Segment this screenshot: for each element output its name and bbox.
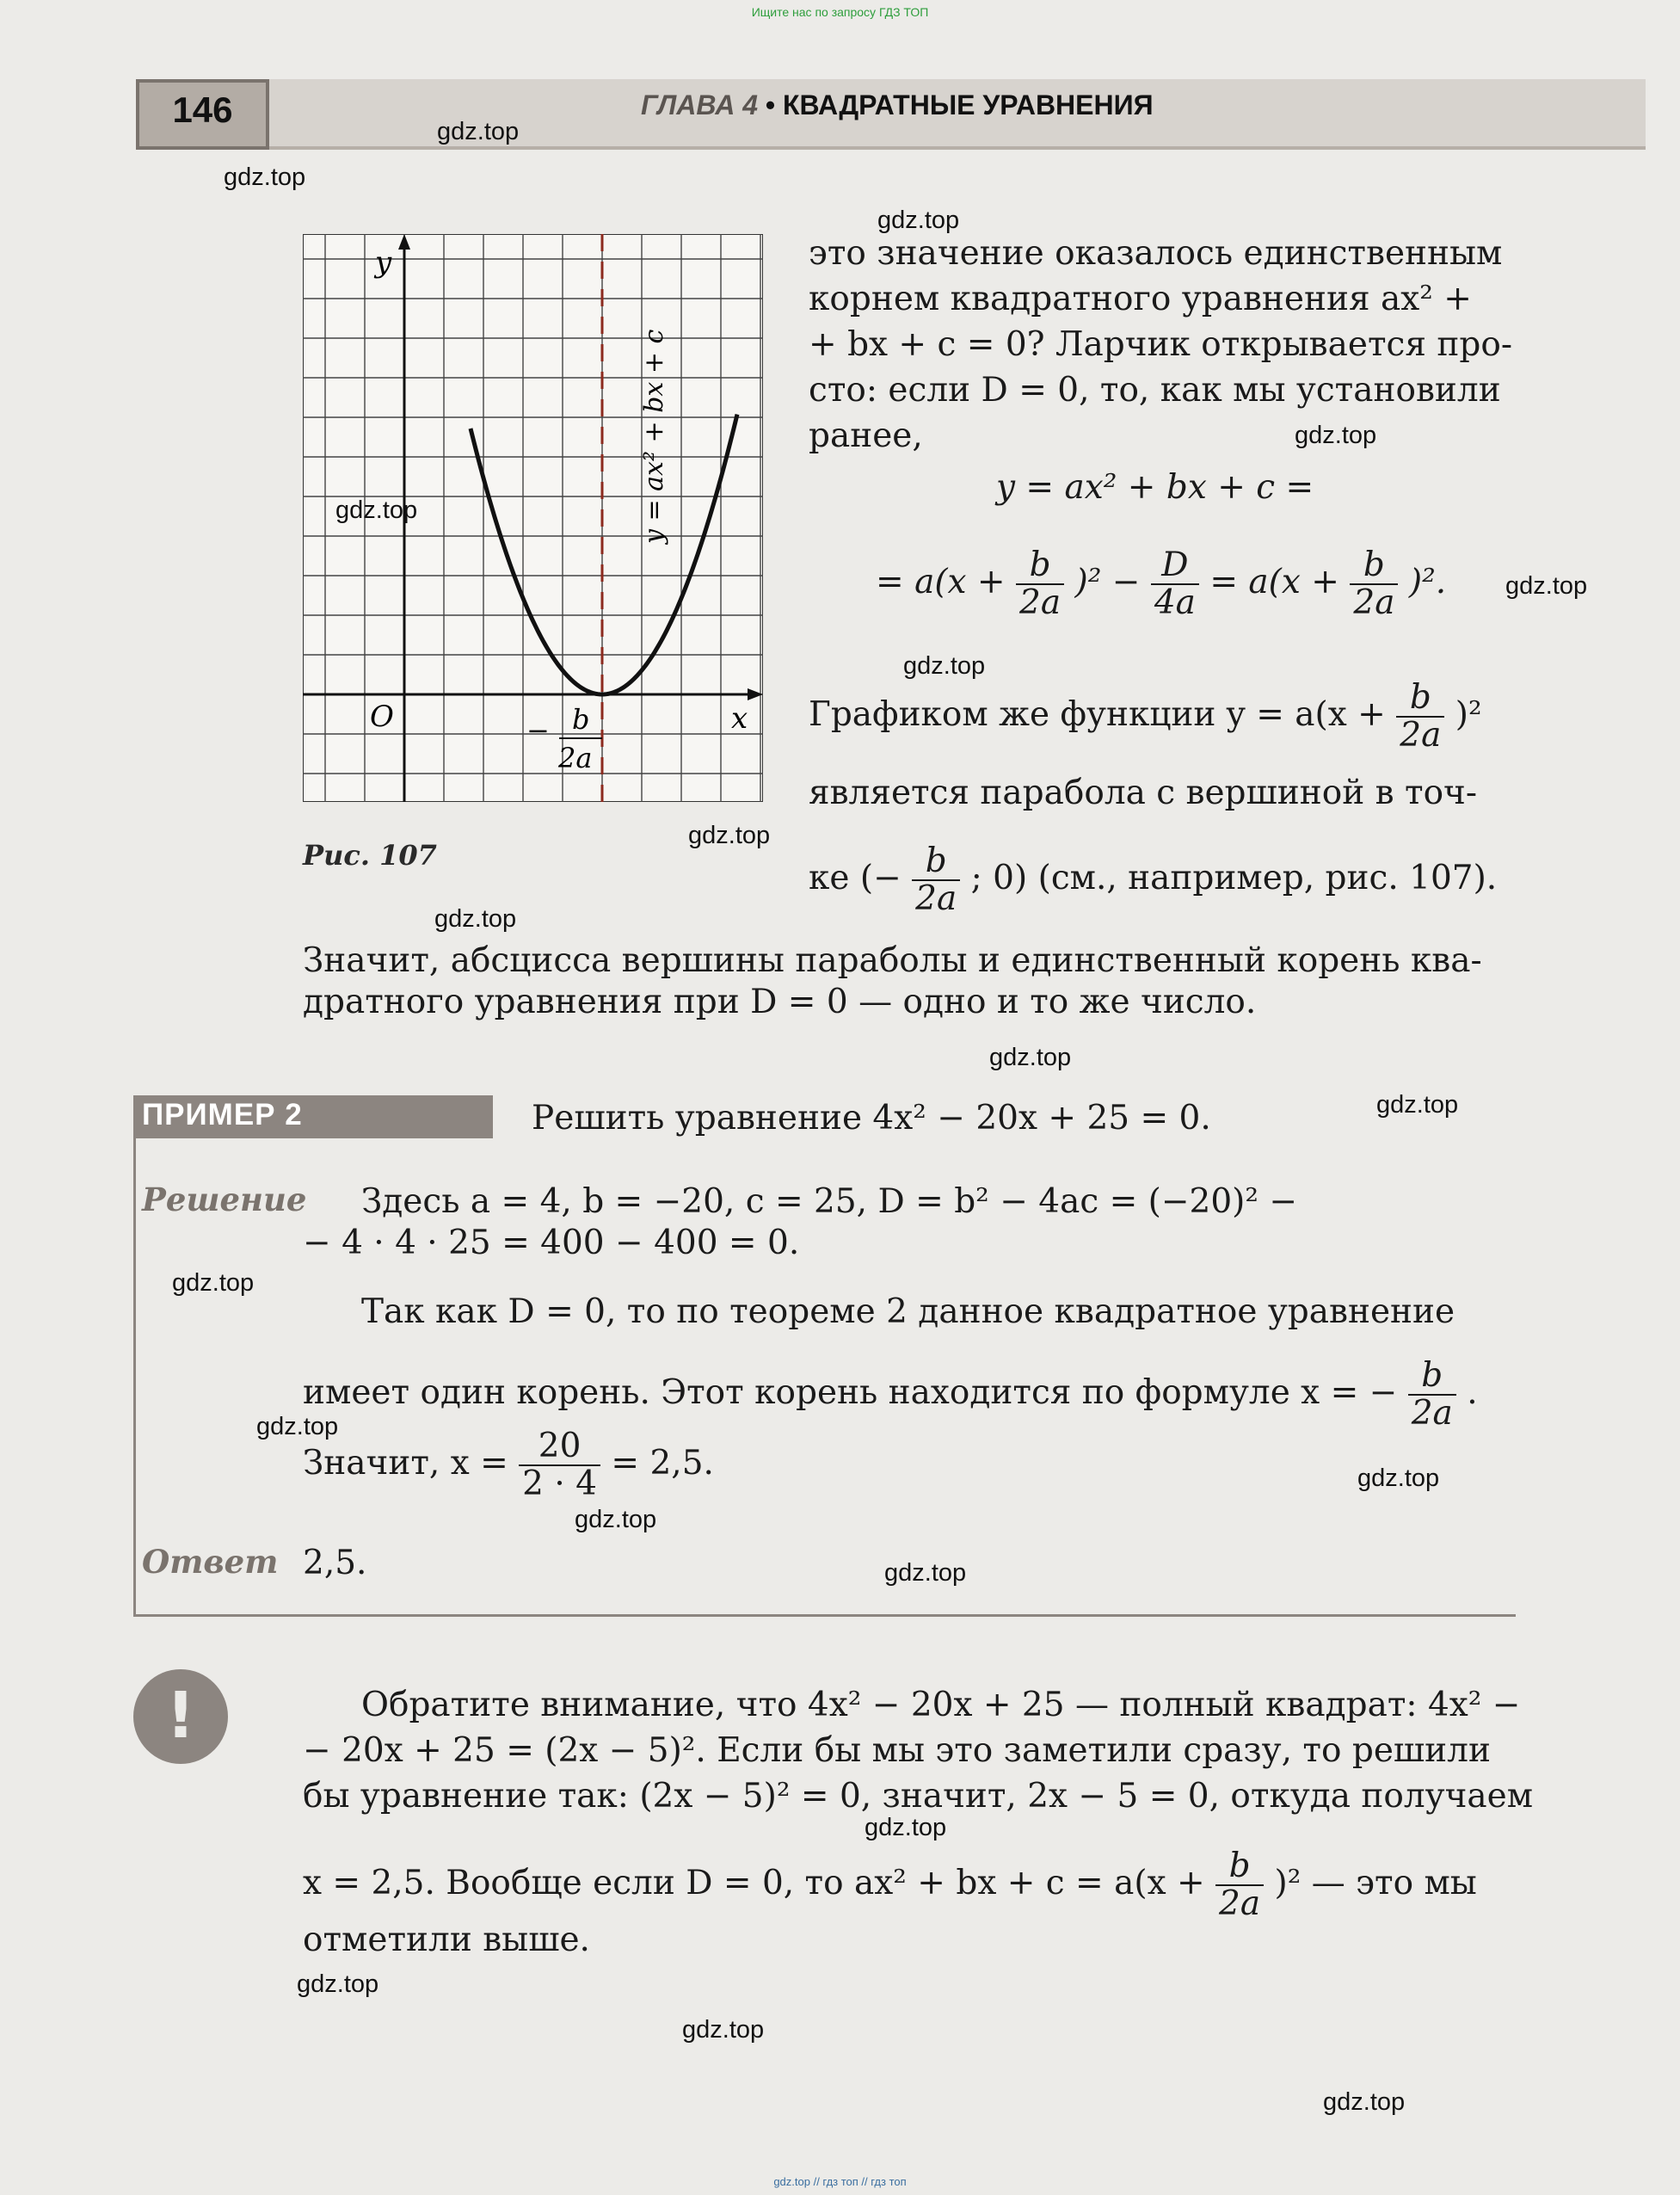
answer-label: Ответ <box>142 1543 279 1581</box>
text-line-5: ранее, <box>809 416 923 455</box>
text-line-7: является парабола с вершиной в точ- <box>809 774 1478 812</box>
line-s4-end: . <box>1467 1373 1478 1412</box>
eq2-part-a: = a(x + <box>876 563 1006 601</box>
line8-part-a: ке (− <box>809 859 902 897</box>
watermark: gdz.top <box>903 652 986 680</box>
fraction-numerator: b <box>1215 1848 1264 1886</box>
watermark: gdz.top <box>437 118 520 145</box>
fraction-numerator: b <box>1350 547 1398 585</box>
vertex-label-numerator: b <box>572 703 590 736</box>
y-axis-label: y <box>375 245 392 280</box>
solution-line-5 <box>303 1428 714 1502</box>
top-note: Ищите нас по запросу ГДЗ ТОП <box>751 5 929 19</box>
watermark: gdz.top <box>1505 572 1588 600</box>
solution-line-3: Так как D = 0, то по теореме 2 данное квадратное уравнение <box>361 1292 1455 1331</box>
watermark: gdz.top <box>884 1559 967 1587</box>
answer-value: 2,5. <box>303 1544 367 1582</box>
solution-line-2: − 4 · 4 · 25 = 400 − 400 = 0. <box>303 1224 800 1262</box>
bottom-note: gdz.top // гдз топ // гдз топ <box>773 2175 907 2188</box>
chapter-heading <box>641 89 1154 121</box>
exclamation-mark: ! <box>166 1679 195 1753</box>
vertex-label-denominator: 2a <box>558 742 593 774</box>
fraction-numerator: b <box>1408 1358 1456 1396</box>
watermark: gdz.top <box>434 905 517 933</box>
text-line-8 <box>809 843 1497 917</box>
watermark: gdz.top <box>1323 2088 1406 2116</box>
fraction-D-4a <box>1151 547 1199 621</box>
line6-part-b: )² <box>1455 695 1482 734</box>
note-line-5: отметили выше. <box>303 1921 590 1959</box>
fraction-numerator: b <box>1016 547 1064 585</box>
watermark: gdz.top <box>877 207 960 234</box>
fraction-b-2a <box>1396 680 1444 754</box>
note-line-3: бы уравнение так: (2x − 5)² = 0, значит, 2x − 5 = 0, откуда получаем <box>303 1777 1534 1816</box>
watermark: gdz.top <box>682 2016 765 2044</box>
text-line-9: Значит, абсцисса вершины параболы и единственный корень ква- <box>303 941 1482 980</box>
eq2-part-b: )² − <box>1074 563 1141 601</box>
fraction-20-over-2x4 <box>519 1428 600 1502</box>
fraction-denominator: 2a <box>1219 1884 1261 1923</box>
origin-label: O <box>370 700 394 734</box>
line8-part-b: ; 0) (см., например, рис. 107). <box>970 859 1498 897</box>
watermark: gdz.top <box>297 1970 379 1998</box>
line-s5-a: Значит, x = <box>303 1444 508 1483</box>
fraction-denominator: 2a <box>1411 1394 1453 1433</box>
fraction-denominator: 2a <box>1400 716 1442 755</box>
solution-label: Решение <box>142 1181 307 1218</box>
fraction-denominator: 2a <box>1353 583 1395 622</box>
x-axis-label: x <box>731 701 748 736</box>
chapter-title: КВАДРАТНЫЕ УРАВНЕНИЯ <box>782 89 1154 120</box>
text-line-3: + bx + c = 0? Ларчик открывается про- <box>809 325 1513 364</box>
watermark: gdz.top <box>224 163 306 191</box>
text-line-6 <box>809 680 1482 754</box>
note-line-4 <box>303 1848 1477 1922</box>
fraction-b-2a <box>1016 547 1064 621</box>
eq2-part-c: = a(x + <box>1209 563 1339 601</box>
equation-2 <box>876 547 1446 621</box>
page-number: 146 <box>172 89 233 130</box>
fraction-numerator: 20 <box>519 1428 600 1466</box>
fraction-b-2a <box>912 843 960 917</box>
text-line-10: дратного уравнения при D = 0 — одно и то же число. <box>303 983 1257 1021</box>
fraction-denominator: 2 · 4 <box>522 1464 597 1503</box>
text-line-4: сто: если D = 0, то, как мы установили <box>809 371 1501 410</box>
solution-line-4 <box>303 1358 1478 1432</box>
example-task: Решить уравнение 4x² − 20x + 25 = 0. <box>532 1099 1211 1138</box>
vertex-minus: − <box>526 714 550 747</box>
watermark: gdz.top <box>256 1413 339 1440</box>
watermark: gdz.top <box>575 1506 657 1533</box>
watermark: gdz.top <box>335 496 418 524</box>
note-line4-b: )² — это мы <box>1274 1864 1477 1902</box>
line6-part-a: Графиком же функции y = a(x + <box>809 695 1386 734</box>
line-s4-text: имеет один корень. Этот корень находится по формуле x = − <box>303 1373 1398 1412</box>
fraction-numerator: D <box>1151 547 1199 585</box>
fraction-denominator: 2a <box>915 879 957 918</box>
watermark: gdz.top <box>1357 1464 1440 1492</box>
watermark: gdz.top <box>1295 422 1377 449</box>
fraction-b-2a <box>1408 1358 1456 1432</box>
watermark: gdz.top <box>172 1269 255 1297</box>
text-line-1: это значение оказалось единственным <box>809 234 1503 273</box>
watermark: gdz.top <box>989 1044 1072 1071</box>
equation-1: y = ax² + bx + c = <box>996 468 1314 507</box>
fraction-b-2a <box>1215 1848 1264 1922</box>
example-label: ПРИМЕР 2 <box>142 1098 303 1131</box>
line-s5-b: = 2,5. <box>611 1444 714 1483</box>
watermark: gdz.top <box>688 822 771 849</box>
eq2-part-d: )². <box>1408 563 1447 601</box>
figure-caption: Рис. 107 <box>303 839 437 872</box>
note-line-2: − 20x + 25 = (2x − 5)². Если бы мы это заметили сразу, то решили <box>303 1731 1491 1770</box>
fraction-b-2a <box>1350 547 1398 621</box>
chapter-label: ГЛАВА 4 <box>641 89 758 120</box>
watermark: gdz.top <box>1376 1091 1459 1119</box>
watermark: gdz.top <box>865 1814 947 1841</box>
fraction-numerator: b <box>912 843 960 881</box>
curve-label: y = ax² + bx + c <box>639 329 669 544</box>
fraction-numerator: b <box>1396 680 1444 718</box>
note-line4-a: x = 2,5. Вообще если D = 0, то ax² + bx + c = a(x + <box>303 1864 1205 1902</box>
solution-line-1: Здесь a = 4, b = −20, c = 25, D = b² − 4ac = (−20)² − <box>361 1182 1298 1221</box>
fraction-denominator: 2a <box>1019 583 1062 622</box>
text-line-2: корнем квадратного уравнения ax² + <box>809 280 1472 318</box>
chapter-bullet: • <box>765 89 776 120</box>
fraction-denominator: 4a <box>1154 583 1196 622</box>
note-line-1: Обратите внимание, что 4x² − 20x + 25 — полный квадрат: 4x² − <box>361 1686 1521 1724</box>
